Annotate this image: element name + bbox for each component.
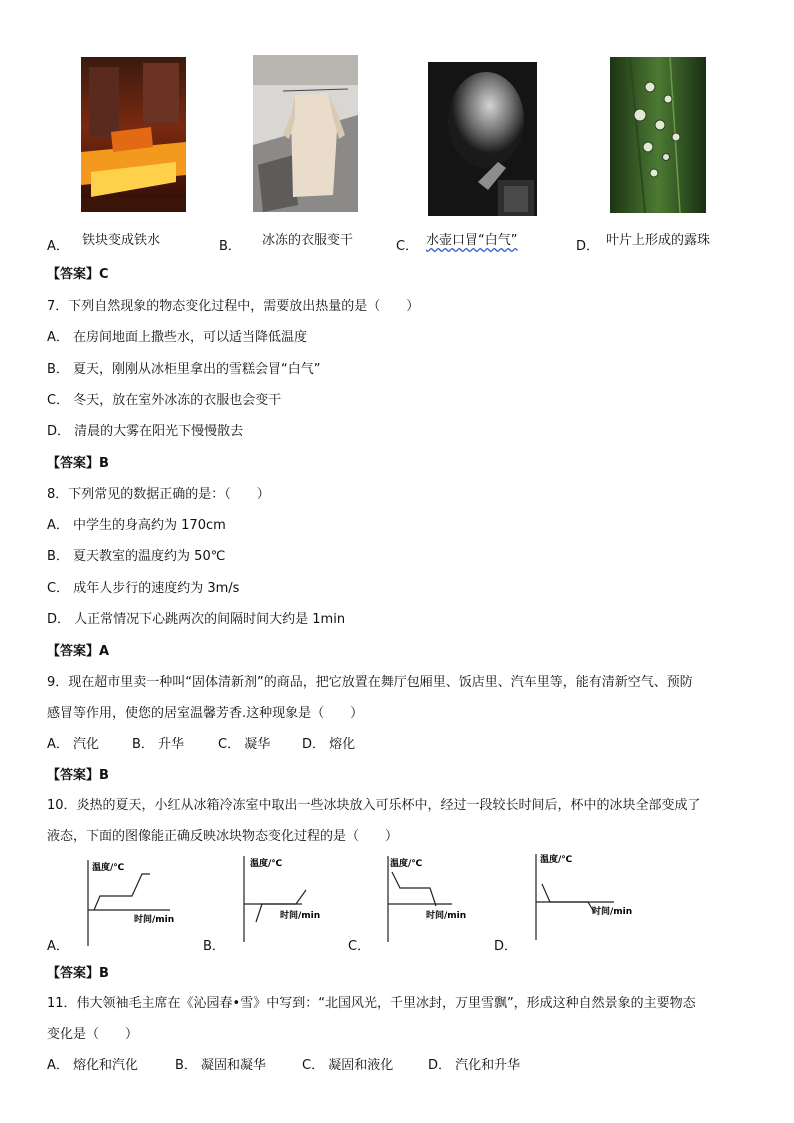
q10-graph-d-curve — [542, 884, 594, 912]
q6-option-c-letter: C． — [396, 239, 419, 254]
q7-answer: 【答案】B — [47, 456, 109, 471]
q7-option-d: D． 清晨的大雾在阳光下慢慢散去 — [47, 424, 244, 439]
q10-graph-c-letter: C． — [348, 939, 371, 954]
q11-option-d: D． 汽化和升华 — [428, 1058, 521, 1073]
q10-graph-a-xlabel: 时间/min — [134, 915, 175, 925]
q10-stem-line1: 10．炎热的夏天，小红从冰箱冷冻室中取出一些冰块放入可乐杯中，经过一段较长时间后，杯中的冰块全部变成了 — [47, 798, 701, 813]
q8-option-d: D． 人正常情况下心跳两次的间隔时间大约是 1min — [47, 612, 346, 627]
q11-option-a: A． 熔化和汽化 — [47, 1058, 139, 1073]
q11-stem-line1: 11．伟大领袖毛主席在《沁园春•雪》中写到：“北国风光，千里冰封，万里雪飘”，形成这种自然景象的主要物态 — [47, 996, 696, 1011]
q6-option-b-caption: 冰冻的衣服变干 — [262, 233, 354, 248]
q10-graph-d-letter: D． — [494, 939, 518, 954]
q7-option-b: B． 夏天，刚刚从冰柜里拿出的雪糕会冒“白气” — [47, 362, 321, 377]
q10-graph-a-ylabel: 温度/℃ — [92, 863, 125, 873]
q11-option-b: B． 凝固和凝华 — [175, 1058, 267, 1073]
q8-answer: 【答案】A — [47, 644, 110, 659]
q7-stem: 7．下列自然现象的物态变化过程中，需要放出热量的是（ ） — [47, 299, 420, 314]
q7-option-c: C． 冬天，放在室外冰冻的衣服也会变干 — [47, 393, 282, 408]
kettle-steam-photo — [428, 62, 537, 216]
q10-answer: 【答案】B — [47, 966, 109, 981]
q10-graph-a-letter: A． — [47, 939, 69, 954]
q10-graph-a-curve — [94, 874, 150, 910]
q10-graph-b-svg — [236, 852, 336, 942]
q10-graph-c-curve — [392, 872, 436, 906]
q9-stem-line1: 9．现在超市里卖一种叫“固体清新剂”的商品，把它放置在舞厅包厢里、饭店里、汽车里等，能有清新空气、预防 — [47, 675, 693, 690]
q6-option-a-caption: 铁块变成铁水 — [82, 233, 161, 248]
q6-option-c-caption: 水壶口冒“白气” — [426, 233, 518, 248]
q10-graph-d-xlabel: 时间/min — [592, 907, 633, 917]
q10-graph-c-xlabel: 时间/min — [426, 911, 467, 921]
q8-option-b: B． 夏天教室的温度约为 50℃ — [47, 549, 226, 564]
q10-graph-a-svg — [80, 858, 180, 948]
q9-stem-line2: 感冒等作用，使您的居室温馨芳香.这种现象是（ ） — [47, 706, 364, 721]
molten-iron-photo — [81, 57, 186, 212]
q10-graph-d — [530, 850, 640, 940]
q10-graph-b-ylabel: 温度/℃ — [250, 859, 283, 869]
q10-graph-a — [80, 858, 180, 948]
q10-stem-line2: 液态，下面的图像能正确反映冰块物态变化过程的是（ ） — [47, 829, 399, 844]
q9-option-c: C． 凝华 — [218, 737, 271, 752]
q10-graph-d-ylabel: 温度/℃ — [540, 855, 573, 865]
q10-graph-c-svg — [382, 852, 482, 942]
q11-option-c: C． 凝固和液化 — [302, 1058, 394, 1073]
q9-answer: 【答案】B — [47, 768, 109, 783]
q8-option-c: C． 成年人步行的速度约为 3m/s — [47, 581, 240, 596]
q8-stem: 8．下列常见的数据正确的是：（ ） — [47, 487, 270, 502]
frozen-clothes-photo — [253, 55, 358, 212]
q10-graph-c — [382, 852, 482, 942]
q10-graph-b-xlabel: 时间/min — [280, 911, 321, 921]
q9-option-a: A． 汽化 — [47, 737, 100, 752]
q6-option-d-letter: D． — [576, 239, 600, 254]
q6-option-a-letter: A． — [47, 239, 69, 254]
q10-graph-b-letter: B． — [203, 939, 225, 954]
q7-option-a: A． 在房间地面上撒些水，可以适当降低温度 — [47, 330, 308, 345]
dew-leaf-photo — [610, 57, 706, 213]
q6-option-d-caption: 叶片上形成的露珠 — [606, 233, 711, 248]
q8-option-a: A． 中学生的身高约为 170cm — [47, 518, 226, 533]
q10-graph-c-ylabel: 温度/℃ — [390, 859, 423, 869]
q6-option-b-letter: B． — [219, 239, 241, 254]
q10-graph-b — [236, 852, 336, 942]
q6-answer: 【答案】C — [47, 267, 109, 282]
q9-option-d: D． 熔化 — [302, 737, 356, 752]
q11-stem-line2: 变化是（ ） — [47, 1027, 139, 1042]
q10-graph-d-svg — [530, 850, 640, 940]
q9-option-b: B． 升华 — [132, 737, 185, 752]
